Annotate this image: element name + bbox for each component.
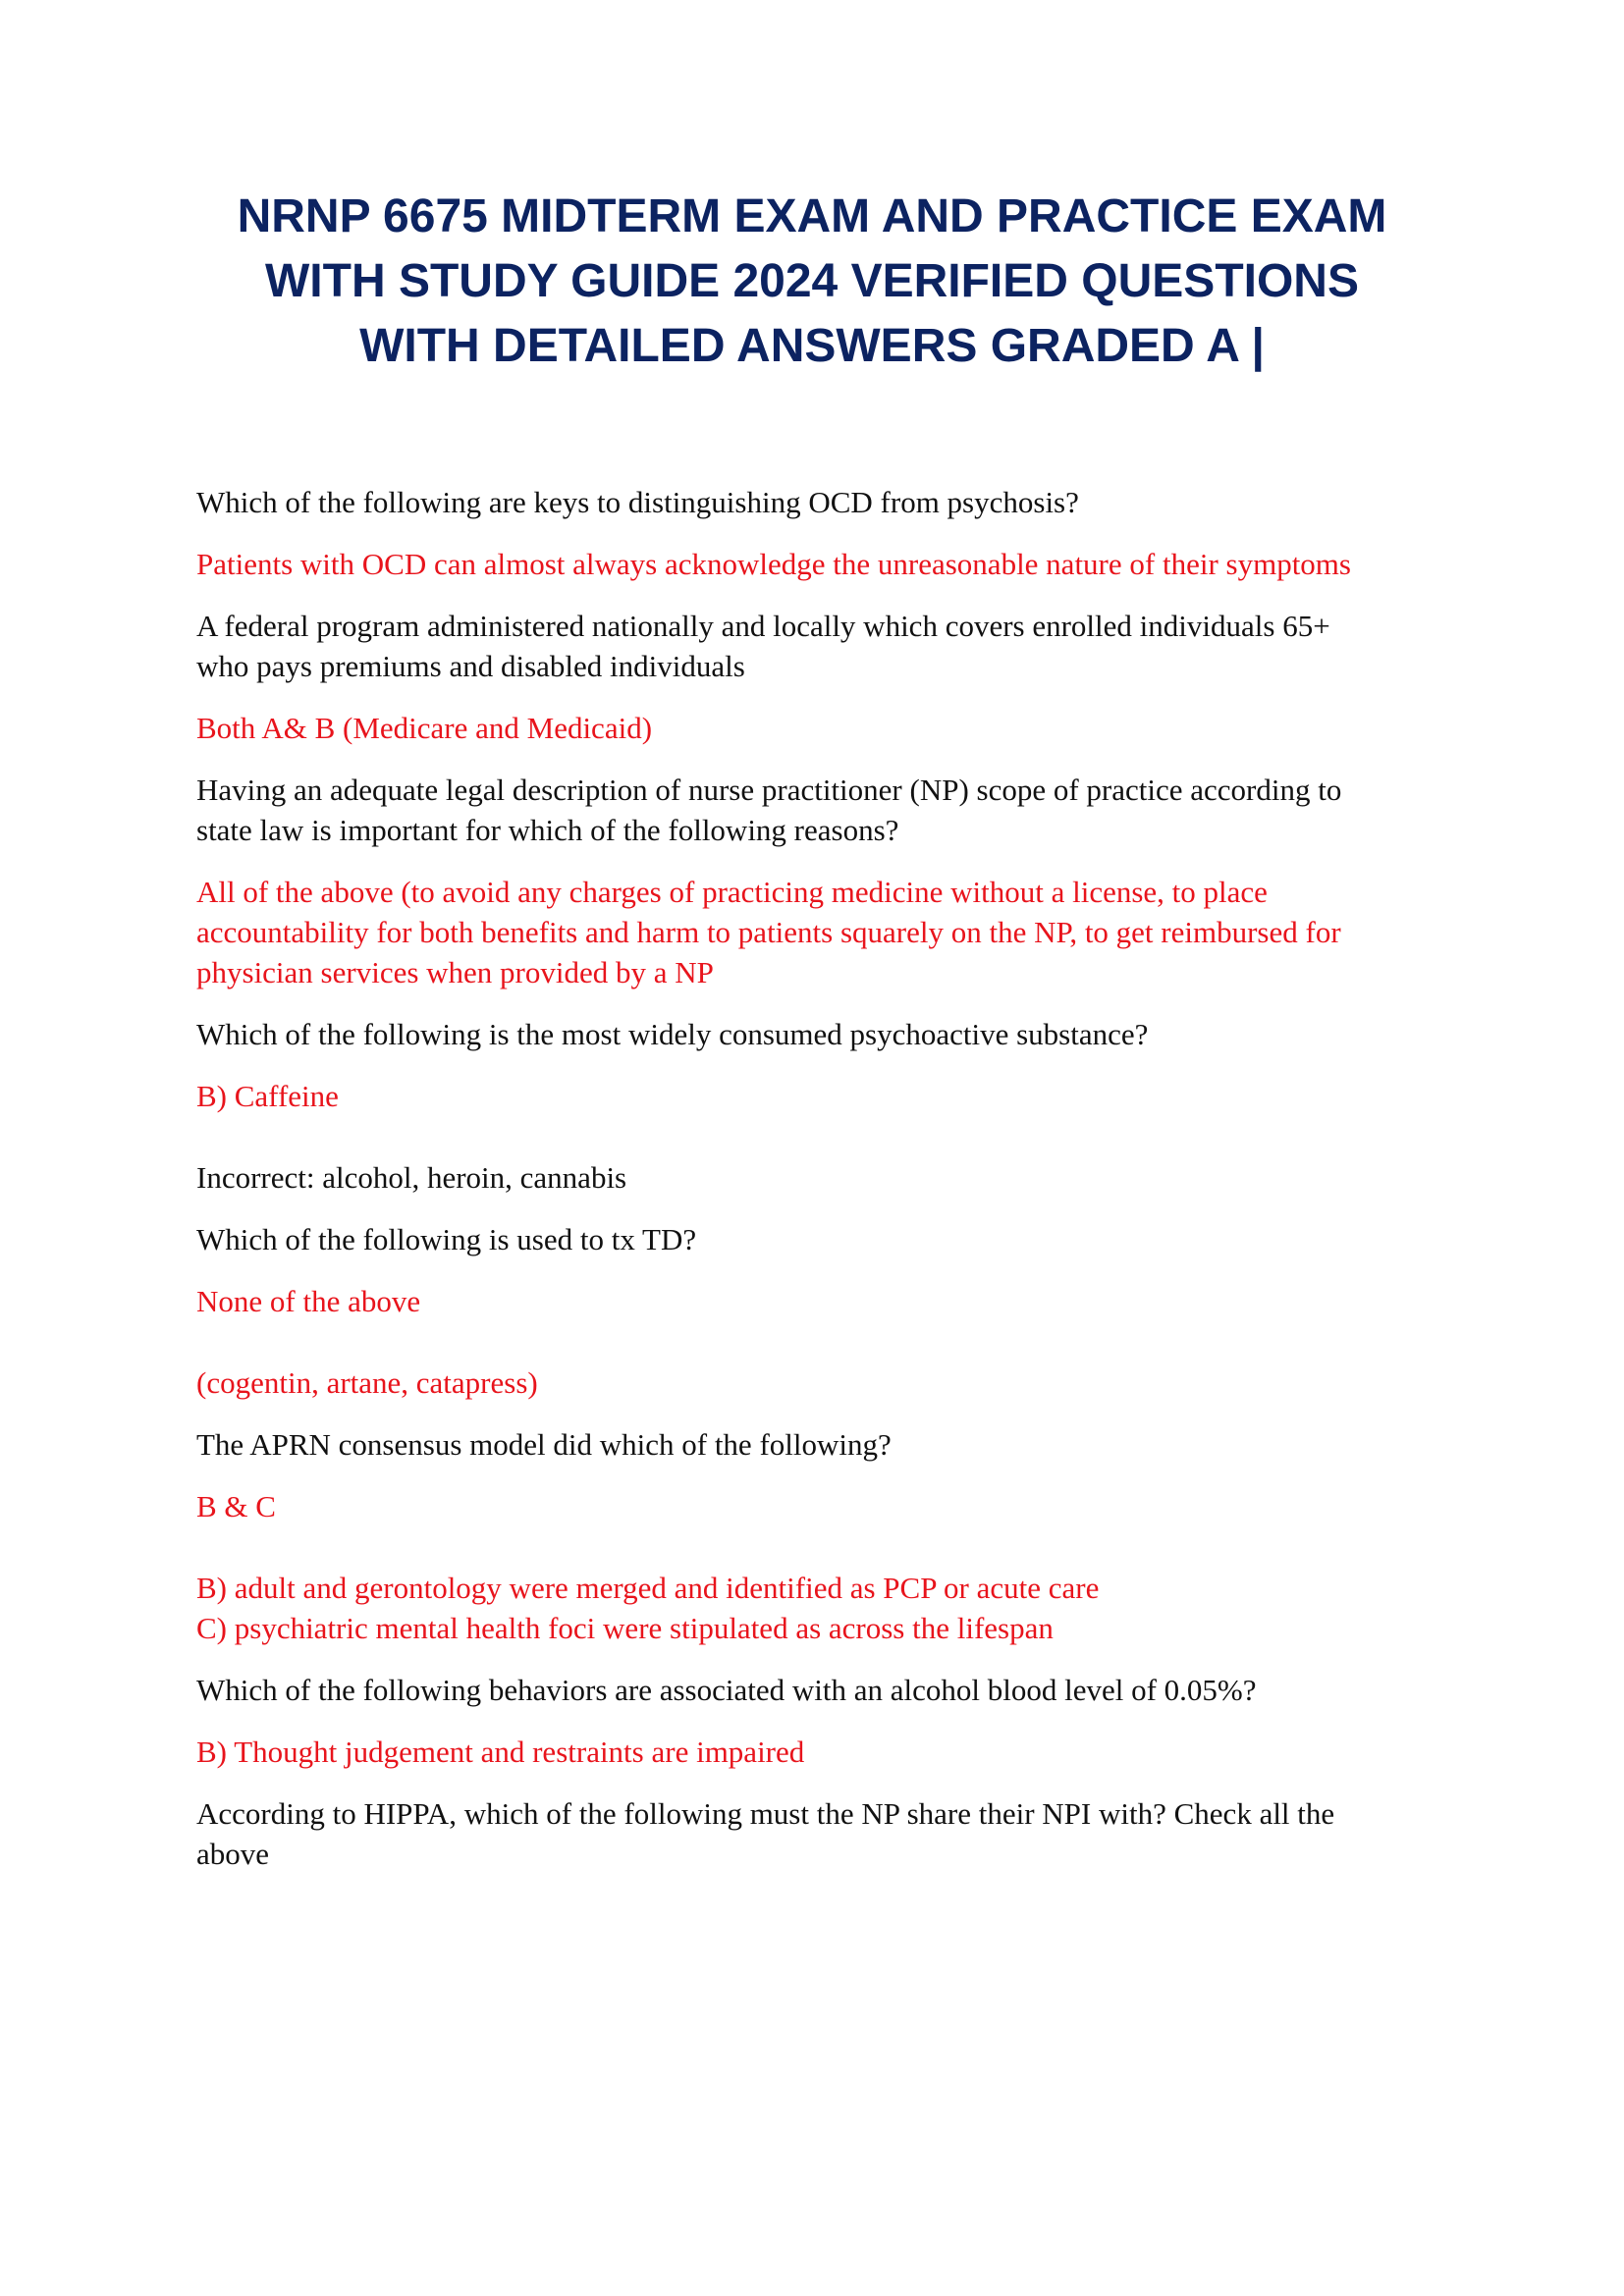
answer-text: B) adult and gerontology were merged and identified as PCP or acute care xyxy=(196,1571,1100,1605)
answer-text: None of the above xyxy=(196,1284,421,1318)
answer-text: Patients with OCD can almost always acknowledge the unreasonable nature of their symptoms xyxy=(196,547,1351,581)
question-text: The APRN consensus model did which of the following? xyxy=(196,1427,892,1462)
title-line: WITH DETAILED ANSWERS GRADED A | xyxy=(359,320,1265,372)
question-text: Having an adequate legal description of nurse practitioner (NP) scope of practice according to xyxy=(196,773,1342,807)
question-text: Incorrect: alcohol, heroin, cannabis xyxy=(196,1160,627,1195)
title-line: NRNP 6675 MIDTERM EXAM AND PRACTICE EXAM xyxy=(237,190,1387,242)
document-title xyxy=(167,185,1457,379)
question-text: Which of the following is used to tx TD? xyxy=(196,1222,697,1256)
question-text: who pays premiums and disabled individuals xyxy=(196,649,745,683)
answer-text: physician services when provided by a NP xyxy=(196,955,714,989)
answer-text: accountability for both benefits and harm to patients squarely on the NP, to get reimbursed for xyxy=(196,915,1341,949)
question-text: Which of the following behaviors are associated with an alcohol blood level of 0.05%? xyxy=(196,1673,1257,1707)
answer-text: B) Thought judgement and restraints are impaired xyxy=(196,1735,805,1769)
question-text: state law is important for which of the following reasons? xyxy=(196,813,899,847)
answer-text: B) Caffeine xyxy=(196,1079,339,1113)
answer-text: Both A& B (Medicare and Medicaid) xyxy=(196,711,653,745)
answer-text: B & C xyxy=(196,1489,276,1523)
answer-text: C) psychiatric mental health foci were stipulated as across the lifespan xyxy=(196,1611,1054,1645)
answer-text: (cogentin, artane, catapress) xyxy=(196,1365,538,1400)
question-text: above xyxy=(196,1837,270,1871)
answer-text: All of the above (to avoid any charges of practicing medicine without a license, to place xyxy=(196,875,1268,909)
title-line: WITH STUDY GUIDE 2024 VERIFIED QUESTIONS xyxy=(265,255,1359,307)
question-text: Which of the following are keys to distinguishing OCD from psychosis? xyxy=(196,485,1079,519)
question-text: According to HIPPA, which of the following must the NP share their NPI with? Check all the xyxy=(196,1796,1335,1831)
question-text: Which of the following is the most widely consumed psychoactive substance? xyxy=(196,1017,1149,1051)
question-text: A federal program administered nationally and locally which covers enrolled individuals 65+ xyxy=(196,609,1330,643)
